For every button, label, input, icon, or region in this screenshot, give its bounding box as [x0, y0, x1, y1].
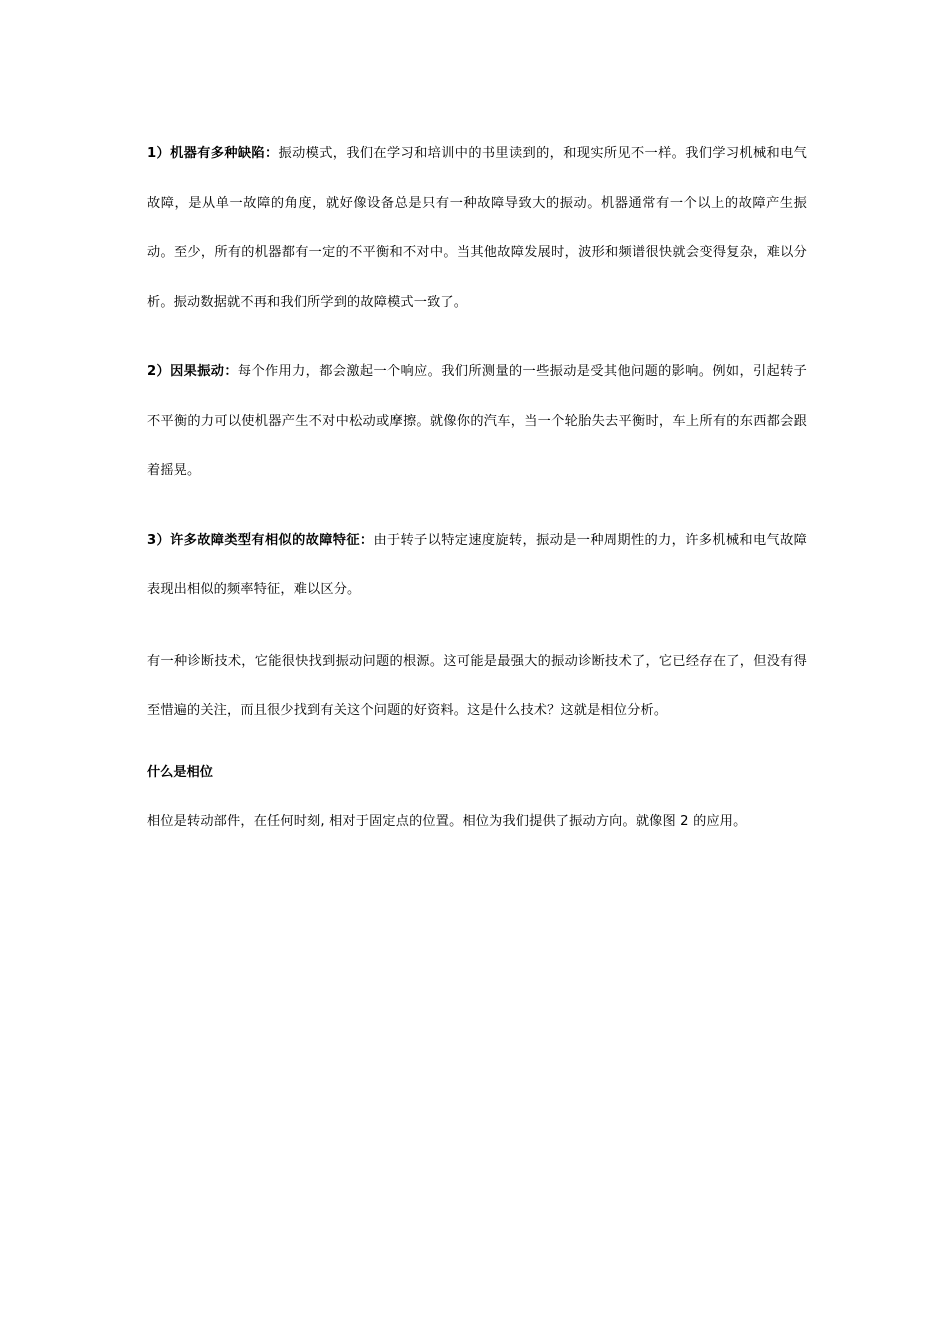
paragraph-causal-vibration — [147, 347, 807, 496]
intro-paragraph: 有一种诊断技术，它能很快找到振动问题的根源。这可能是最强大的振动诊断技术了，它已经存在了，但没有得至惜遍的关注，而且很少找到有关这个问题的好资料。这是什么技术？这就是相位分析。 — [147, 653, 807, 718]
paragraph-label: 2）因果振动： — [147, 364, 238, 379]
paragraph-text: 振动模式，我们在学习和培训中的书里读到的，和现实所见不一样。我们学习机械和电气故障，是从单一故障的角度，就好像设备总是只有一种故障导致大的振动。机器通常有一个以上的故障产生振动。至少，所有的机器都有一定的不平衡和不对中。当其他故障发展时，波形和频谱很快就会变得复杂，难以分析。振动数据就不再和我们所学到的故障模式一致了。 — [147, 146, 807, 310]
paragraph-text: 由于转子以特定速度旋转，振动是一种周期性的力，许多机械和电气故障表现出相似的频率特征，难以区分。 — [147, 532, 807, 597]
document-body — [147, 129, 807, 847]
section-heading: 什么是相位 — [147, 764, 213, 780]
section-paragraph: 相位是转动部件，在任何时刻, 相对于固定点的位置。相位为我们提供了振动方向。就像图 2 的应用。 — [147, 814, 747, 829]
paragraph-similar-signatures — [147, 516, 807, 615]
paragraph-text: 每个作用力，都会激起一个响应。我们所测量的一些振动是受其他问题的影响。例如，引起转子不平衡的力可以使机器产生不对中松动或摩擦。就像你的汽车，当一个轮胎失去平衡时，车上所有的东西都会跟着摇晃。 — [147, 364, 808, 478]
paragraph-label: 3）许多故障类型有相似的故障特征： — [147, 532, 374, 548]
paragraph-multiple-defects — [147, 129, 807, 327]
paragraph-label: 1）机器有多种缺陷： — [147, 146, 279, 161]
